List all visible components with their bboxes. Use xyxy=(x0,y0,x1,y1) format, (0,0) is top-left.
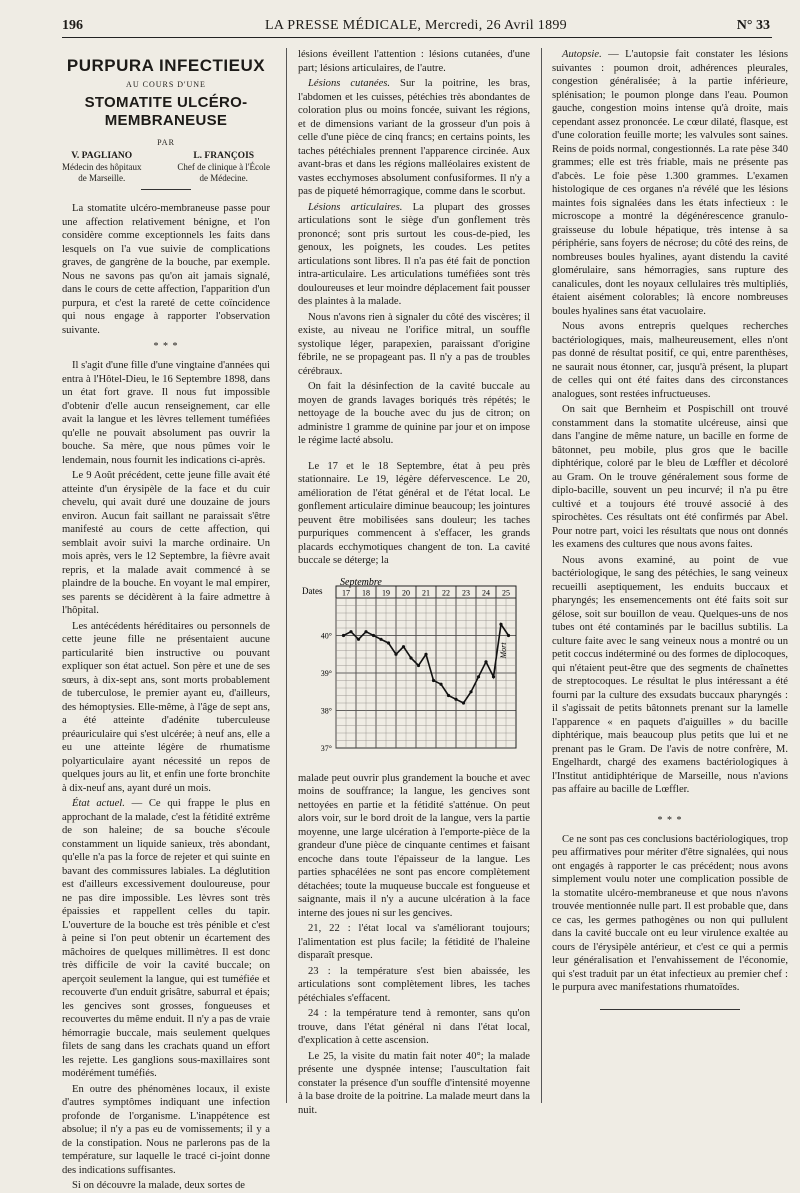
paragraph xyxy=(552,48,788,318)
paragraph xyxy=(298,77,530,199)
paragraph: Nous avons examiné, au point de vue bactériologique, le sang des pétéchies, le sang veineux recueilli aseptiquement, les enduits buccaux et pharyngés; les ensemencements ont été faits soit sur gélose, soit sur bouillon de veau. Quelques-uns de nos tubes ont été contaminés par le bacillus subtilis. La culture faite avec le sang veineux nous a montré ou un petit coccus indéterminé ou des formes de diplocoques, qui n'étaient peut-être que des segments de chaînettes de streptocoques. Le résultat le plus intéressant a été fourni par la culture des exsudats buccaux pharyngés : il s'agissait de petits bâtonnets prenant sur la lamelle l'apparence « en paquets d'aiguilles » du bacille diphtérique, mais beaucoup plus petits que lui et ne prenant pas le Gram. De l'avis de notre confrère, M. Engelhardt, chargé des examens bactériologiques à l'Institut antidiphtérique de Marseille, nous n'avions pas affaire au bacille de Lœffler. xyxy=(552,554,788,795)
chart-tick-label: 22 xyxy=(442,588,450,597)
chart-data-point xyxy=(469,690,472,693)
chart-data-point xyxy=(342,633,345,636)
paragraph: Nous avons entrepris quelques recherches bactériologiques, mais, malheureusement, elles n'ont pas donné de résultat positif, ce qui, entre parenthèses, ne saurait nous étonner, car, jusqu'à présent, la plupart de celles qui ont été faites dans des circonstances analogues, sont restées infructueuses. xyxy=(552,321,788,400)
paragraph xyxy=(62,797,270,1081)
column-divider xyxy=(286,48,287,1103)
chart-data-point xyxy=(432,678,435,681)
paragraph: Si on découvre la malade, deux sortes de xyxy=(72,1180,245,1191)
column-1 xyxy=(62,48,271,1191)
paragraph: Les antécédents héréditaires ou personnels de cette jeune fille ne présentaient aucune particularité bien instructive ou pouvant expliquer son état actuel. Son père et une de ses sœurs, à dix-sept ans, sont morts probablement de tuberculose, le premier ayant eu, d'ailleurs, des hémoptysies. Elle-même, à l'âge de sept ans, a été atteinte d'adénite tuberculeuse préauriculaire qui s'est ulcérée; à neuf ans, elle a eu une atteinte légère de rhumatisme polyarticulaire ayant nécessité un repos de quelques jours au lit, et enfin une forte bronchite à dix-neuf ans, ayant duré un mois. xyxy=(62,620,270,794)
author-affiliation: Chef de clinique à l'École xyxy=(177,162,270,172)
section-label: Autopsie. xyxy=(562,49,602,60)
chart-y-tick-label: 40° xyxy=(320,631,332,640)
paragraph: malade peut ouvrir plus grandement la bouche et avec moins de souffrance; la langue, les gencives sont nettoyées en partie et la fétidité s'atténue. On peut alors voir, sur le bord droit de la langue, vers la partie moyenne, une large ulcération à l'emporte-pièce de la grandeur d'une pièce de cinquante centimes et faisant encoche dans toute l'épaisseur de la langue. Les parties sphacélées ne sont pas encore complètement détachées; toute la muqueuse buccale est fongueuse et saignante, mais il n'y a aucune ulcération à la face interne des joues ni sur les gencives. xyxy=(298,772,530,919)
chart-data-point xyxy=(507,633,510,636)
chart-data-point xyxy=(379,637,382,640)
chart-data-point xyxy=(462,701,465,704)
chart-data-point xyxy=(499,622,502,625)
paragraph: Ce ne sont pas ces conclusions bactériologiques, trop peu affirmatives pour mériter d'être signalées, qui nous ont engagés à rapporter le cas précédent; nous avons simplement voulu noter une complication possible de la stomatite ulcéro-membraneuse et que nous n'avons trouvée mentionnée nulle part. Il est probable que, dans ce cas, les germes pathogènes ou non qui pullulent dans la cavité buccale ont eu leur virulence exaltée au cours de l'érysipèle antérieur, et c'est ce qui a permis leur généralisation et l'envahissement de l'économie, qui s'est traduit par un état infectieux au premier chef : le purpura avec manifestations rhumatoïdes. xyxy=(552,833,788,993)
author-2 xyxy=(177,151,270,184)
section-label: État actuel. xyxy=(72,798,125,809)
article-title: PURPURA INFECTIEUX xyxy=(66,56,266,75)
chart-tick-label: 21 xyxy=(422,588,430,597)
article-subtitle: AU COURS D'UNE xyxy=(126,80,206,89)
chart-data-point xyxy=(484,660,487,663)
chart-data-point xyxy=(402,645,405,648)
header-rule xyxy=(62,37,772,38)
chart-data-point xyxy=(492,675,495,678)
chart-tick-label: 23 xyxy=(462,588,470,597)
chart-data-point xyxy=(417,663,420,666)
chart-tick-label: 19 xyxy=(382,588,390,597)
chart-annotation: Mort xyxy=(499,642,508,658)
column-2 xyxy=(298,48,530,1116)
chart-data-point xyxy=(364,630,367,633)
temperature-chart-svg xyxy=(298,574,530,764)
authors xyxy=(62,151,270,184)
chart-data-point xyxy=(387,641,390,644)
paragraph: 21, 22 : l'état local va s'améliorant toujours; l'alimentation est plus facile; la fétidité de l'haleine disparaît presque. xyxy=(298,923,530,961)
paragraph-text: Sur la poitrine, les bras, l'abdomen et les cuisses, pétéchies très abondantes de coloration plus ou moins foncée, suivant les régions, et de dimensions variant de la grosseur d'un pois à celle d'une pièce de cinq francs; en certains points, les taches pétéchiales prennent l'apparence circinée. Aux avant-bras et dans les régions malléolaires existent de vastes ecchymoses absolument confusiformes. Il n'y a pas de piqueté hémorragique, comme dans le scorbut. xyxy=(298,78,530,197)
section-separator: * * * xyxy=(153,341,179,352)
paragraph: Le 25, la visite du matin fait noter 40°; la malade présente une dyspnée intense; l'auscultation fait constater la présence d'un souffle d'intensité moyenne à la base droite de la poitrine. La malade meurt dans la nuit. xyxy=(298,1050,530,1116)
paragraph: Il s'agit d'une fille d'une vingtaine d'années qui entra à l'Hôtel-Dieu, le 16 Septembre 1898, dans un état fort grave. Il nous fut impossible d'obtenir d'elle aucun renseignement, car elle avait la langue et les lèvres tellement tuméfiées qu'elle ne pouvait absolument pas ouvrir la bouche. Sa mère, que nous pûmes voir le lendemain, nous fournit les indications ci-après. xyxy=(62,360,270,466)
chart-data-point xyxy=(439,682,442,685)
chart-title: Septembre xyxy=(340,576,382,588)
temperature-chart xyxy=(298,574,530,764)
by-line: PAR xyxy=(157,137,175,147)
chart-y-tick-label: 37° xyxy=(320,743,332,753)
paragraph: En outre des phénomènes locaux, il existe d'autres symptômes indiquant une infection profonde de l'organisme. L'inappétence est absolue; il n'y a pas eu de vomissements; il y a de la constipation. Nous ne parlerons pas de la température, sur laquelle le tracé ci-joint donne des indications suffisantes. xyxy=(62,1083,270,1176)
chart-y-tick-label: 39° xyxy=(320,668,332,678)
author-affiliation: Médecin des hôpitaux xyxy=(62,162,142,172)
chart-tick-label: 20 xyxy=(402,588,410,597)
paragraph: lésions éveillent l'attention : lésions cutanées, d'une part; lésions articulaires, de l'autre. xyxy=(298,49,530,74)
author-affiliation: de Marseille. xyxy=(78,173,126,183)
chart-x-label: Dates xyxy=(302,585,323,596)
chart-y-tick-label: 38° xyxy=(320,706,332,715)
chart-data-point xyxy=(349,630,352,633)
paragraph: La stomatite ulcéro-membraneuse passe pour une affection relativement bénigne, et l'on considère comme exceptionnels les faits dans lesquels on l'a vue suivie de complications graves, de gangrène de la bouche, par exemple. Nous ne savons pas qu'on ait jamais signalé, dans le cours de cette affection, l'apparition d'un purpura, et c'est la rareté de cette coïncidence qui nous engage à rapporter l'observation suivante. xyxy=(62,203,270,336)
chart-data-point xyxy=(409,656,412,659)
paragraph-text: La plupart des grosses articulations sont le siège d'un gonflement très prononcé; sont pris surtout les cous-de-pied, les genoux, les poignets, les coudes. Les petites articulations sont libres. Il n'a pas été fait de ponction intra-articulaire. Les articulations tuméfiées sont très douloureuses et leur moindre déplacement fait pousser des plaintes à la malade. xyxy=(298,201,530,307)
paragraph: On fait la désinfection de la cavité buccale au moyen de grands lavages boriqués très répétés; le nettoyage de la bouche avec du jus de citron; on administre 1 gramme de quinine par jour et on impose le régime lacté absolu. xyxy=(298,381,530,446)
paragraph: On sait que Bernheim et Pospischill ont trouvé constamment dans la stomatite ulcéreuse, ainsi que dans l'angine de même nature, un bacille en forme de bâtonnet, peu mobile, plus gros que le bacille diphtérique, coloré par le bleu de Lœffler et décoloré au Gram. On le trouve généralement sous forme de diplo-bacille, souvent un peu incurvé; il n'a pu être cultivé et a toujours été trouvé associé à des spirochètes. Ces résultats ont été confirmés par Abel. Pour notre part, voici les résultats que nous ont donnés les examens des cultures que nous avons faites. xyxy=(552,404,788,550)
paragraph: 23 : la température s'est bien abaissée, les articulations sont complètement libres, les taches pétéchiales s'effacent. xyxy=(298,965,530,1004)
section-label: Lésions articulaires. xyxy=(308,201,403,213)
chart-data-point xyxy=(454,697,457,700)
paragraph-text: — Ce qui frappe le plus en approchant de la malade, c'est la fétidité extrême de son haleine; de sa bouche s'écoule constamment un liquide sanieux, très abondant, qu'elle n'a pas la force de rejeter et qui suinte en bavant des commissures labiales. La déglutition est d'ailleurs excessivement douloureuse, pour ne pas dire impossible. Les lèvres sont très épaissies et rappellent celles du tapir. L'ouverture de la bouche est très pénible et c'est à peine si l'on peut obtenir un écartement des mâchoires de quelques millimètres. Il est donc très difficile de voir la cavité buccale; on aperçoit seulement la langue, qui est tuméfiée et recouverte d'un enduit grisâtre, saburral et épais; les gencives sont grosses, fongueuses et recouvertes du même enduit. Il n'y a pas de vraie hémorragie buccale, mais seulement quelques filets de sang dans les crachats quand un effort les rejette. Les ganglions sous-maxillaires sont modérément tuméfiés. xyxy=(62,798,271,1079)
article-title-2: STOMATITE ULCÉRO-MEMBRANEUSE xyxy=(84,93,248,129)
paragraph: Le 9 Août précédent, cette jeune fille avait été atteinte d'un érysipèle de la face et du cuir chevelu, qui avait duré une douzaine de jours environ. Aucun fait saillant ne paraissait s'être manifesté au cours de cette affection, qui semblait avoir suivi la marche ordinaire. Un mois après, vers le 12 Septembre, la fièvre avait repris, et la malade avait commencé à se plaindre de la bouche. En voyant le mal empirer, ses parents se décidèrent à la faire admettre à l'hôpital. xyxy=(62,470,270,616)
author-1 xyxy=(62,151,141,184)
section-separator: * * * xyxy=(657,814,683,826)
chart-data-point xyxy=(357,637,360,640)
paragraph-text: — L'autopsie fait constater les lésions suivantes : poumon droit, adhérences pleurales, congestion généralisée; à la partie inférieure, splénisation; le poumon plonge dans l'eau. Poumon gauche, congestion moins intense qu'à droite, mais cependant assez prononcée. Le cœur dilaté, flasque, est d'une coloration feuille morte; les valvules sont saines. Reins de poids normal, congestionnés. La rate pèse 340 grammes; elle est très friable, mais ne présente pas d'abcès. Le foie pèse 1.300 grammes. L'examen histologique de ces organes n'a révélé que les lésions maintes fois signalées dans les états infectieux : le microscope a montré la dégénérescence granulo-graisseuse du lobule hépatique, très intense à sa périphérie, sans foyers de nécrose; du côté des reins, de nombreuses boules hyalines, ayant distendu la cavité glomérulaire, sans hémorragies, sans rupture des canalicules, dont les noyaux cellulaires très multipliés, étaient aisément colorables; là encore nombreuses boules hyalines sans état vacuolaire. xyxy=(552,49,788,317)
spacer xyxy=(298,450,530,460)
author-name: L. FRANÇOIS xyxy=(193,151,255,161)
chart-data-point xyxy=(424,652,427,655)
chart-tick-label: 24 xyxy=(482,588,490,597)
article-heading xyxy=(62,56,270,190)
author-name: V. PAGLIANO xyxy=(71,151,133,161)
page-header xyxy=(62,18,770,36)
chart-tick-label: 17 xyxy=(342,588,350,597)
chart-tick-label: 18 xyxy=(362,588,370,597)
paragraph: 24 : la température tend à remonter, sans qu'on trouve, dans l'état général ni dans l'état local, d'explication à cette ascension. xyxy=(298,1008,530,1046)
paragraph: Le 17 et le 18 Septembre, état à peu près stationnaire. Le 19, légère défervescence. Le 20, amélioration de l'état général et de l'état local. Le gonflement articulaire diminue beaucoup; les jointures peuvent être mobilisées sans douleur; les taches purpuriques commencent à s'effacer, les grands placards ecchymotiques changent de ton. La cavité buccale se déterge; la xyxy=(298,460,530,566)
chart-data-point xyxy=(372,633,375,636)
chart-data-point xyxy=(447,693,450,696)
title-rule xyxy=(141,189,191,190)
author-affiliation: de Médecine. xyxy=(199,173,248,183)
column-3 xyxy=(552,48,788,1108)
end-rule xyxy=(600,1009,740,1010)
chart-data-point xyxy=(477,675,480,678)
paragraph xyxy=(298,201,530,309)
chart-tick-label: 25 xyxy=(502,588,510,597)
section-label: Lésions cutanées. xyxy=(308,78,391,89)
page-number: 196 xyxy=(62,18,83,33)
journal-title: LA PRESSE MÉDICALE, Mercredi, 26 Avril 1899 xyxy=(265,18,567,33)
chart-data-point xyxy=(394,652,397,655)
issue-number: N° 33 xyxy=(736,18,770,33)
paragraph: Nous n'avons rien à signaler du côté des viscères; il existe, au niveau ne l'orifice mitral, un souffle systolique léger, parapexien, paraissant d'origine fébrile, ne se propageant pas. Il n'y a pas de troubles cérébraux. xyxy=(298,311,530,377)
column-divider xyxy=(541,48,542,1103)
